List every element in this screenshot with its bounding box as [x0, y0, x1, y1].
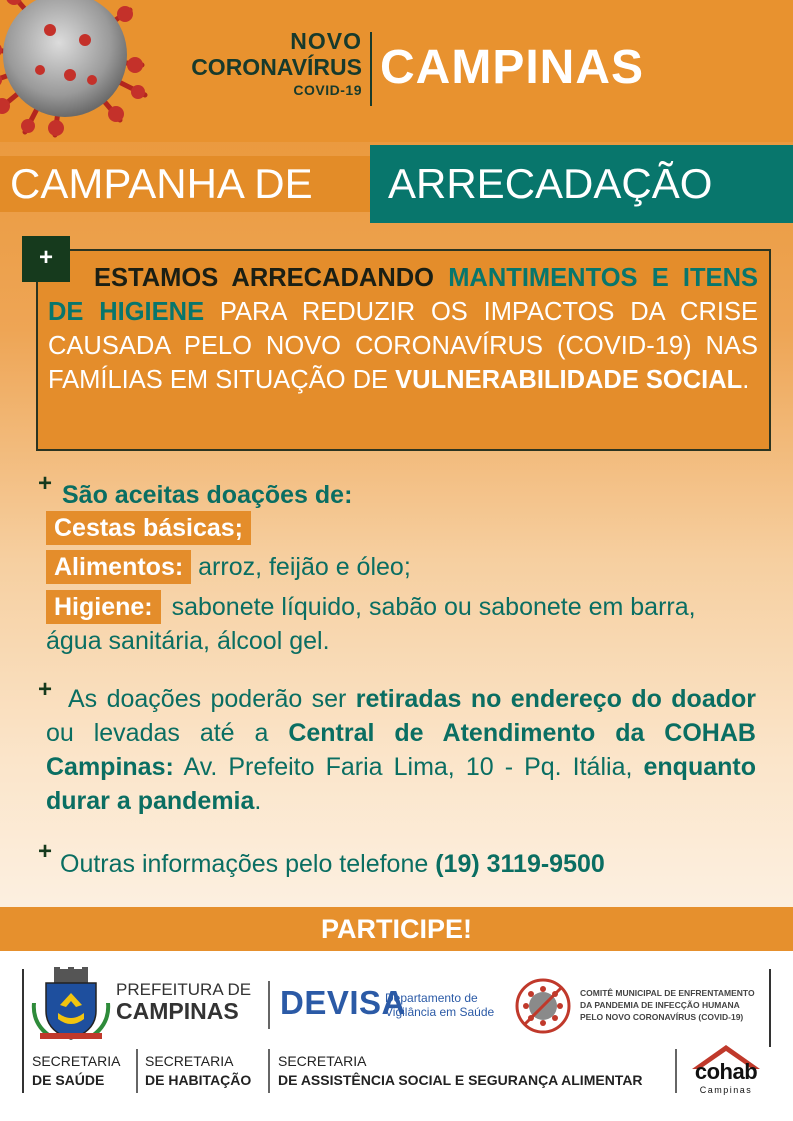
coat-of-arms-icon: [30, 967, 112, 1043]
footer-divider: [675, 1049, 677, 1093]
donation-item-1-label: Cestas básicas;: [46, 511, 251, 545]
sec2-line-2: DE HABITAÇÃO: [145, 1072, 252, 1088]
prefeitura-line-1: PREFEITURA DE: [116, 980, 252, 999]
intro-box: [36, 249, 771, 451]
donation-item-2: [46, 550, 411, 584]
pickup-p3: ou levadas até a: [46, 719, 269, 747]
donation-item-3-text: sabonete líquido, sabão ou sabonete em barra,: [171, 593, 696, 621]
campaign-brand: [170, 30, 362, 97]
comite-line-3: PELO NOVO CORONAVÍRUS (COVID-19): [580, 1012, 744, 1022]
banner-left-text: CAMPANHA DE: [0, 156, 370, 212]
sec3-line-1: SECRETARIA: [278, 1053, 367, 1069]
brand-line-3: COVID-19: [293, 82, 362, 98]
pickup-p1: As doações poderão ser: [68, 685, 347, 713]
header: [0, 0, 793, 142]
cohab-wordmark: cohab: [694, 1059, 758, 1084]
contact-phone: (19) 3119-9500: [435, 850, 605, 878]
city-title: CAMPINAS: [380, 41, 645, 94]
devisa-sub-1: Departamento de: [385, 991, 478, 1005]
donation-item-3: [46, 590, 696, 624]
sec3-line-2: DE ASSISTÊNCIA SOCIAL E SEGURANÇA ALIMENTAR: [278, 1072, 643, 1088]
intro-part-5: .: [742, 366, 750, 394]
brand-line-2: CORONAVÍRUS: [191, 54, 362, 80]
footer-border-right: [769, 969, 771, 1047]
cohab-logo: [690, 1043, 762, 1103]
footer-divider: [268, 1049, 270, 1093]
intro-part-1: ESTAMOS ARRECADANDO: [94, 264, 435, 292]
coronavirus-icon: [0, 0, 150, 140]
secretaria-habitacao: [145, 1052, 251, 1090]
donation-item-2-label: Alimentos:: [46, 550, 191, 584]
intro-part-2: MANTIMENTOS E ITENS DE HIGIENE: [48, 264, 758, 326]
donation-item-1: [46, 511, 251, 545]
devisa-logo: DEVISA: [280, 984, 406, 1021]
donations-title: São aceitas doações de:: [62, 481, 353, 509]
comite-virus-icon: [515, 978, 571, 1034]
pickup-p4: Central de Atendimento da COHAB Campinas:: [46, 719, 756, 781]
contact-line: [60, 850, 605, 879]
prefeitura-line-2: CAMPINAS: [116, 998, 239, 1024]
sec2-line-1: SECRETARIA: [145, 1053, 234, 1069]
sec1-line-2: DE SAÚDE: [32, 1072, 105, 1088]
prefeitura-logo-text: [116, 981, 251, 1023]
pickup-paragraph: [46, 682, 756, 818]
donation-item-3-cont: água sanitária, álcool gel.: [46, 627, 330, 655]
contact-text: Outras informações pelo telefone: [60, 850, 429, 878]
secretaria-assistencia: [278, 1052, 643, 1090]
secretaria-saude: [32, 1052, 120, 1090]
intro-part-4: VULNERABILIDADE SOCIAL: [395, 366, 743, 394]
pickup-p6: enquanto durar a pandemia: [46, 753, 756, 815]
brand-divider: [370, 32, 372, 106]
plus-icon: +: [38, 676, 53, 703]
banner-right-text: ARRECADAÇÃO: [370, 145, 793, 223]
footer-border-left: [22, 969, 24, 1093]
pickup-p2: retiradas no endereço do doador: [355, 685, 756, 713]
footer-divider: [136, 1049, 138, 1093]
comite-line-2: DA PANDEMIA DE INFECÇÃO HUMANA: [580, 1000, 740, 1010]
donation-item-2-text: arroz, feijão e óleo;: [198, 553, 411, 581]
intro-part-3: PARA REDUZIR OS IMPACTOS DA CRISE CAUSADA PELO NOVO CORONAVÍRUS (COVID-19) NAS FAMÍLIAS EM SITUAÇÃO DE: [48, 298, 758, 394]
pickup-p5: Av. Prefeito Faria Lima, 10 - Pq. Itália,: [183, 753, 633, 781]
comite-line-1: COMITÊ MUNICIPAL DE ENFRENTAMENTO: [580, 988, 755, 998]
comite-text: [580, 987, 755, 1023]
devisa-subtitle: [385, 991, 494, 1019]
devisa-sub-2: Vigilância em Saúde: [385, 1005, 495, 1019]
participe-banner: PARTICIPE!: [0, 907, 793, 951]
footer-logos: [0, 951, 793, 1121]
plus-icon: +: [38, 470, 53, 497]
title-banner: [0, 145, 793, 223]
sec1-line-1: SECRETARIA: [32, 1053, 121, 1069]
footer-divider: [268, 981, 270, 1029]
pickup-p7: .: [254, 787, 262, 815]
plus-icon: +: [22, 236, 70, 282]
donation-item-3-label: Higiene:: [46, 590, 161, 624]
plus-icon: +: [38, 838, 53, 865]
cohab-subtitle: Campinas: [699, 1085, 753, 1095]
intro-text: [48, 261, 758, 397]
brand-line-1: NOVO: [290, 28, 362, 54]
